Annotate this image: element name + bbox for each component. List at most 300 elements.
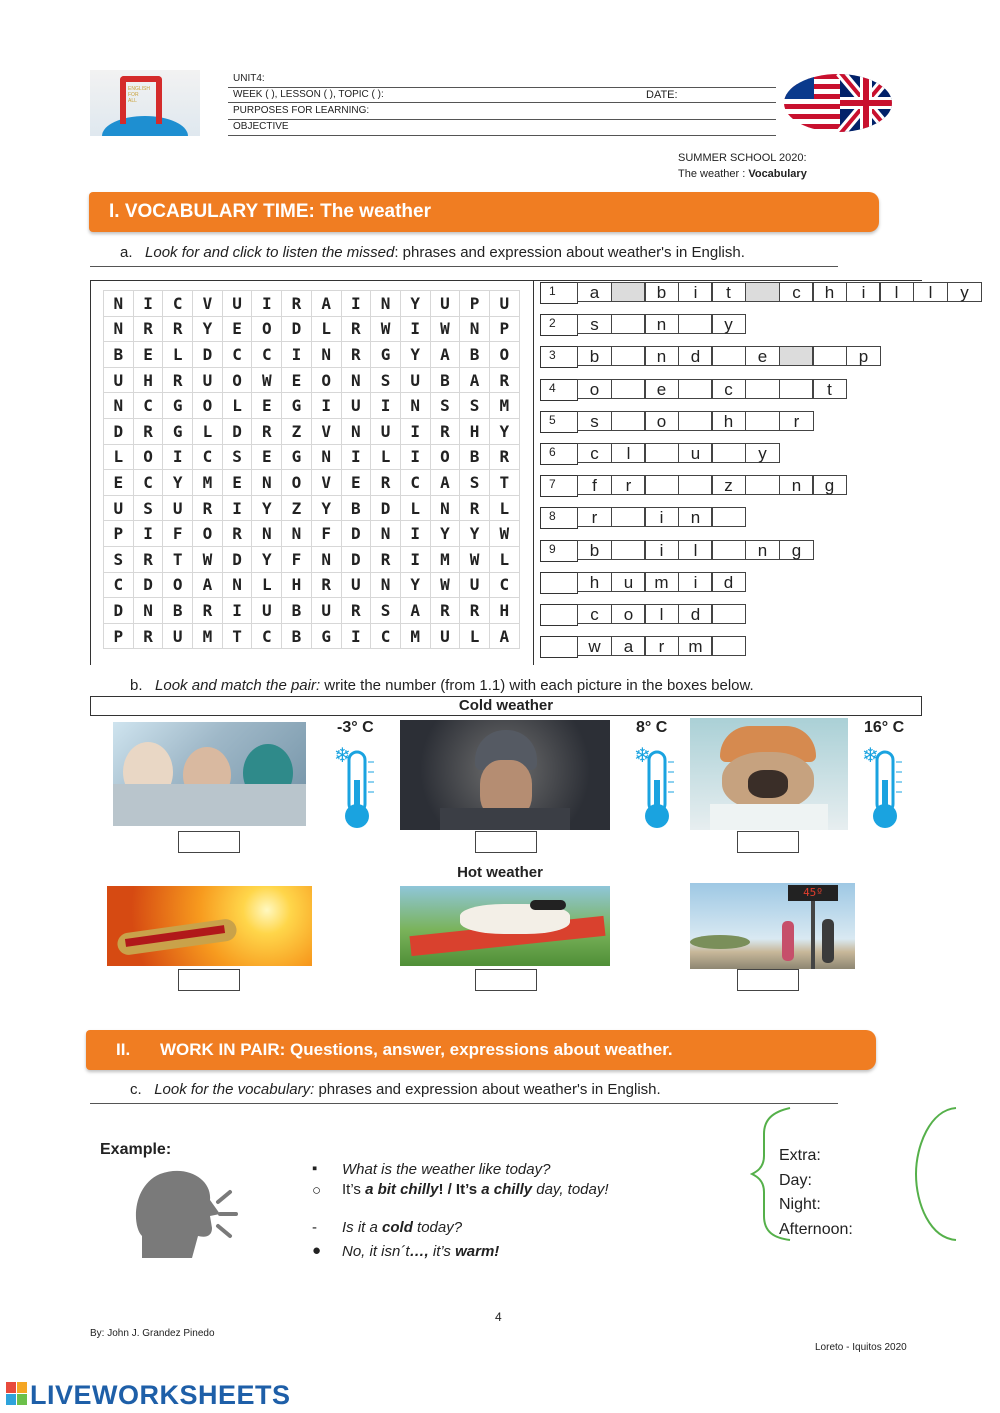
section1-banner xyxy=(89,192,879,232)
word-search-letter[interactable]: R xyxy=(163,367,193,393)
word-blank-cell[interactable] xyxy=(711,636,746,656)
word-search-letter[interactable]: Y xyxy=(400,572,430,598)
word-search-letter[interactable]: W xyxy=(371,316,401,342)
word-blank-cell[interactable] xyxy=(745,379,780,399)
word-search-letter[interactable]: Y xyxy=(252,546,282,572)
word-search-letter[interactable]: N xyxy=(222,572,252,598)
word-number: 9 xyxy=(549,542,556,556)
word-letter-cell: h xyxy=(812,282,847,302)
answer-box-hot-1[interactable] xyxy=(178,969,240,991)
word-letter-cell: l xyxy=(678,540,713,560)
example-answer-2: No, it isn´t…, it’s warm! xyxy=(342,1243,500,1260)
word-search-letter[interactable]: N xyxy=(371,521,401,547)
word-search-letter[interactable]: O xyxy=(282,470,312,496)
word-blank-cell[interactable] xyxy=(611,314,646,334)
word-search-row xyxy=(104,444,520,470)
word-search-letter[interactable]: B xyxy=(341,495,371,521)
word-search-letter[interactable]: U xyxy=(163,623,193,649)
word-blank-cell[interactable] xyxy=(745,411,780,431)
word-search-letter[interactable]: R xyxy=(430,418,460,444)
word-letter-cell: m xyxy=(644,572,679,592)
word-search-letter[interactable]: U xyxy=(104,495,134,521)
word-letter-cell: d xyxy=(711,572,746,592)
author-label: By: John J. Grandez Pinedo xyxy=(90,1328,215,1339)
word-blank-cell[interactable] xyxy=(779,379,814,399)
word-search-letter[interactable]: I xyxy=(222,495,252,521)
word-search-letter[interactable]: L xyxy=(460,623,490,649)
word-search-letter[interactable]: B xyxy=(430,367,460,393)
word-letter-cell: r xyxy=(611,475,646,495)
word-search-letter[interactable]: N xyxy=(371,572,401,598)
word-search-letter[interactable]: I xyxy=(400,546,430,572)
word-letter-cell: u xyxy=(678,443,713,463)
word-search-letter[interactable]: D xyxy=(104,598,134,624)
word-search-letter[interactable]: U xyxy=(104,367,134,393)
word-search-letter[interactable]: Y xyxy=(489,418,519,444)
word-blank-cell[interactable] xyxy=(611,411,646,431)
word-search-letter[interactable]: C xyxy=(133,393,163,419)
word-blank-cell[interactable] xyxy=(678,314,713,334)
word-search-letter[interactable]: M xyxy=(400,623,430,649)
word-search-letter[interactable]: S xyxy=(371,598,401,624)
word-search-letter[interactable]: N xyxy=(371,291,401,317)
word-search-letter[interactable]: N xyxy=(311,342,341,368)
word-search-letter[interactable]: R xyxy=(430,598,460,624)
word-search-letter[interactable]: L xyxy=(371,444,401,470)
word-search-letter[interactable]: R xyxy=(193,598,223,624)
word-blank-cell[interactable] xyxy=(644,443,679,463)
word-search-letter[interactable]: I xyxy=(341,291,371,317)
word-search-letter[interactable]: Y xyxy=(430,521,460,547)
word-letter-cell: b xyxy=(577,540,612,560)
word-search-letter[interactable]: D xyxy=(133,572,163,598)
word-search-letter[interactable]: B xyxy=(282,623,312,649)
word-search-letter[interactable]: B xyxy=(163,598,193,624)
word-search-letter[interactable]: R xyxy=(133,316,163,342)
word-blank-cell[interactable] xyxy=(611,507,646,527)
word-search-letter[interactable]: U xyxy=(163,495,193,521)
word-search-letter[interactable]: G xyxy=(163,393,193,419)
word-search-letter[interactable]: U xyxy=(341,572,371,598)
word-search-letter[interactable]: G xyxy=(163,418,193,444)
word-search-letter[interactable]: O xyxy=(489,342,519,368)
word-blank-cell[interactable] xyxy=(812,346,847,366)
word-letter-cell: n xyxy=(678,507,713,527)
word-search-letter[interactable]: R xyxy=(163,316,193,342)
word-search-letter[interactable]: U xyxy=(341,393,371,419)
word-search-letter[interactable]: C xyxy=(400,470,430,496)
night-label: Night: xyxy=(779,1196,821,1213)
word-search-letter[interactable]: Y xyxy=(311,495,341,521)
example-bullet-2: ○ xyxy=(312,1182,322,1199)
word-search-letter[interactable]: E xyxy=(341,470,371,496)
word-search-letter[interactable]: R xyxy=(133,623,163,649)
word-letter-cell: u xyxy=(611,572,646,592)
word-search-letter[interactable]: C xyxy=(371,623,401,649)
word-search-letter[interactable]: N xyxy=(252,470,282,496)
word-search-letter[interactable]: N xyxy=(282,521,312,547)
word-search-letter[interactable]: Y xyxy=(460,521,490,547)
word-search-letter[interactable]: R xyxy=(371,546,401,572)
word-search-letter[interactable]: U xyxy=(371,418,401,444)
afternoon-label: Afternoon: xyxy=(779,1220,853,1238)
word-search-letter[interactable]: U xyxy=(311,598,341,624)
word-search-letter[interactable]: N xyxy=(341,367,371,393)
word-search-letter[interactable]: R xyxy=(341,316,371,342)
word-search-letter[interactable]: D xyxy=(341,521,371,547)
word-search-letter[interactable]: C xyxy=(163,291,193,317)
word-search-letter[interactable]: R xyxy=(252,418,282,444)
word-search-letter[interactable]: A xyxy=(430,470,460,496)
word-letter-cell: l xyxy=(913,282,948,302)
word-search-letter[interactable]: I xyxy=(133,291,163,317)
example-question-2: Is it a cold today? xyxy=(342,1219,463,1236)
cold-picture-pug xyxy=(690,718,848,830)
word-search-letter[interactable]: W xyxy=(193,546,223,572)
word-search-letter[interactable]: L xyxy=(489,495,519,521)
word-search-row xyxy=(104,598,520,624)
word-search-letter[interactable]: W xyxy=(430,316,460,342)
word-search-letter[interactable]: N xyxy=(341,418,371,444)
word-search-letter[interactable]: V xyxy=(311,470,341,496)
word-search-letter[interactable]: R xyxy=(460,598,490,624)
word-search-letter[interactable]: L xyxy=(311,316,341,342)
word-search-letter[interactable]: B xyxy=(104,342,134,368)
word-search-letter[interactable]: I xyxy=(371,393,401,419)
word-search-letter[interactable]: C xyxy=(252,342,282,368)
section2-title: WORK IN PAIR: Questions, answer, expressions about weather. xyxy=(160,1040,673,1059)
word-search-letter[interactable]: R xyxy=(222,521,252,547)
word-search-letter[interactable]: P xyxy=(460,291,490,317)
word-letter-cell: l xyxy=(611,443,646,463)
word-number-box xyxy=(540,282,578,304)
word-search-letter[interactable]: U xyxy=(430,291,460,317)
word-blank-cell[interactable] xyxy=(678,411,713,431)
page-number: 4 xyxy=(495,1310,502,1324)
word-search-letter[interactable]: U xyxy=(430,623,460,649)
word-search-letter[interactable]: C xyxy=(133,470,163,496)
word-search-letter[interactable]: D xyxy=(193,342,223,368)
word-search-letter[interactable]: L xyxy=(400,495,430,521)
word-search-letter[interactable]: R xyxy=(341,598,371,624)
word-search-letter[interactable]: G xyxy=(371,342,401,368)
word-blank-cell[interactable] xyxy=(611,346,646,366)
word-search-letter[interactable]: S xyxy=(371,367,401,393)
word-search-letter[interactable]: W xyxy=(489,521,519,547)
word-search-letter[interactable]: S xyxy=(430,393,460,419)
word-blank-cell[interactable] xyxy=(745,475,780,495)
word-search-letter[interactable]: N xyxy=(104,316,134,342)
word-search-letter[interactable]: L xyxy=(193,418,223,444)
word-letter-cell: i xyxy=(678,572,713,592)
word-search-grid[interactable] xyxy=(103,290,520,649)
section2-number: II. xyxy=(116,1040,131,1059)
word-search-letter[interactable]: V xyxy=(311,418,341,444)
word-letter-cell: n xyxy=(779,475,814,495)
answer-box-cold-2[interactable] xyxy=(475,831,537,853)
word-blank-cell[interactable] xyxy=(678,379,713,399)
word-search-letter[interactable]: I xyxy=(311,393,341,419)
answer-box-hot-3[interactable] xyxy=(737,969,799,991)
word-number-box xyxy=(540,443,578,465)
word-blank-cell[interactable] xyxy=(711,346,746,366)
word-search-letter[interactable]: R xyxy=(489,367,519,393)
cold-weather-header xyxy=(90,696,922,716)
word-search-letter[interactable]: D xyxy=(222,546,252,572)
word-search-letter[interactable]: D xyxy=(282,316,312,342)
word-blank-cell[interactable] xyxy=(745,282,780,302)
word-search-letter[interactable]: W xyxy=(252,367,282,393)
word-search-letter[interactable]: F xyxy=(282,546,312,572)
word-blank-cell[interactable] xyxy=(711,507,746,527)
word-search-letter[interactable]: T xyxy=(222,623,252,649)
word-search-letter[interactable]: F xyxy=(163,521,193,547)
word-search-letter[interactable]: B xyxy=(460,342,490,368)
word-number: 5 xyxy=(549,413,556,427)
word-search-letter[interactable]: S xyxy=(460,470,490,496)
word-search-letter[interactable]: P xyxy=(104,623,134,649)
word-search-letter[interactable]: C xyxy=(222,342,252,368)
word-search-letter[interactable]: L xyxy=(163,342,193,368)
word-search-letter[interactable]: E xyxy=(222,316,252,342)
word-letter-cell: e xyxy=(745,346,780,366)
word-number: 7 xyxy=(549,477,556,491)
word-letter-cell: i xyxy=(644,507,679,527)
word-letter-cell: f xyxy=(577,475,612,495)
word-letter-cell: i xyxy=(644,540,679,560)
example-answer-1: It’s a bit chilly! / It’s a chilly day, today! xyxy=(342,1181,609,1198)
extra-notes xyxy=(779,1144,853,1242)
word-search-letter[interactable]: N xyxy=(311,444,341,470)
word-letter-cell: c xyxy=(711,379,746,399)
school-logo: ENGLISH FOR ALL xyxy=(90,70,200,136)
word-search-letter[interactable]: N xyxy=(104,393,134,419)
word-search-letter[interactable]: H xyxy=(489,598,519,624)
word-search-letter[interactable]: O xyxy=(133,444,163,470)
word-search-letter[interactable]: O xyxy=(430,444,460,470)
word-search-letter[interactable]: W xyxy=(460,546,490,572)
place-label: Loreto - Iquitos 2020 xyxy=(815,1342,907,1353)
school-label: SUMMER SCHOOL 2020: xyxy=(678,152,807,164)
hot-weather-title: Hot weather xyxy=(457,864,543,881)
word-search-letter[interactable]: R xyxy=(371,470,401,496)
answer-box-cold-1[interactable] xyxy=(178,831,240,853)
word-search-letter[interactable]: N xyxy=(133,598,163,624)
temp-label-3: 16° C xyxy=(864,719,905,736)
word-search-letter[interactable]: E xyxy=(133,342,163,368)
word-search-letter[interactable]: U xyxy=(400,367,430,393)
word-search-letter[interactable]: T xyxy=(489,470,519,496)
word-search-letter[interactable]: M xyxy=(193,623,223,649)
word-search-letter[interactable]: I xyxy=(400,444,430,470)
word-search-letter[interactable]: I xyxy=(282,342,312,368)
answer-box-hot-2[interactable] xyxy=(475,969,537,991)
word-search-letter[interactable]: Z xyxy=(282,495,312,521)
word-search-letter[interactable]: R xyxy=(282,291,312,317)
word-search-letter[interactable]: P xyxy=(489,316,519,342)
temperature-sign: 45º xyxy=(788,885,838,901)
word-blank-cell[interactable] xyxy=(711,443,746,463)
word-search-letter[interactable]: Y xyxy=(400,291,430,317)
word-search-letter[interactable]: L xyxy=(489,546,519,572)
word-search-letter[interactable]: D xyxy=(371,495,401,521)
word-search-letter[interactable]: I xyxy=(341,623,371,649)
word-search-letter[interactable]: I xyxy=(341,444,371,470)
thermometer-icon xyxy=(632,740,682,832)
word-blank-cell[interactable] xyxy=(611,379,646,399)
word-letter-cell: w xyxy=(577,636,612,656)
word-search-letter[interactable]: A xyxy=(311,291,341,317)
word-search-letter[interactable]: H xyxy=(460,418,490,444)
word-search-letter[interactable]: G xyxy=(282,393,312,419)
word-search-letter[interactable]: M xyxy=(489,393,519,419)
word-search-letter[interactable]: R xyxy=(341,342,371,368)
word-search-letter[interactable]: E xyxy=(282,367,312,393)
word-search-letter[interactable]: Y xyxy=(400,342,430,368)
week-label: WEEK ( ), LESSON ( ), TOPIC ( ): xyxy=(233,89,384,100)
word-letter-cell: d xyxy=(678,604,713,624)
word-search-letter[interactable]: A xyxy=(460,367,490,393)
word-search-row xyxy=(104,291,520,317)
word-letter-cell: n xyxy=(644,346,679,366)
word-search-letter[interactable]: A xyxy=(430,342,460,368)
word-search-letter[interactable]: C xyxy=(489,572,519,598)
word-search-letter[interactable]: Y xyxy=(163,470,193,496)
word-search-letter[interactable]: I xyxy=(222,598,252,624)
word-search-letter[interactable]: I xyxy=(163,444,193,470)
word-search-letter[interactable]: S xyxy=(133,495,163,521)
word-search-letter[interactable]: O xyxy=(311,367,341,393)
word-search-letter[interactable]: N xyxy=(104,291,134,317)
word-blank-cell[interactable] xyxy=(711,540,746,560)
word-blank-cell[interactable] xyxy=(678,475,713,495)
word-blank-cell[interactable] xyxy=(611,540,646,560)
svg-text:❄: ❄ xyxy=(862,743,879,767)
word-search-letter[interactable]: O xyxy=(193,521,223,547)
example-label: Example: xyxy=(100,1141,172,1158)
word-search-letter[interactable]: R xyxy=(311,572,341,598)
word-blank-cell[interactable] xyxy=(644,475,679,495)
cold-picture-friends xyxy=(113,722,306,826)
word-letter-cell: t xyxy=(711,282,746,302)
word-blank-cell[interactable] xyxy=(779,346,814,366)
word-letter-cell: a xyxy=(577,282,612,302)
word-letter-cell: y xyxy=(711,314,746,334)
word-search-letter[interactable]: R xyxy=(133,546,163,572)
word-search-letter[interactable]: N xyxy=(252,521,282,547)
word-blank-cell[interactable] xyxy=(711,604,746,624)
word-search-letter[interactable]: B xyxy=(282,598,312,624)
word-search-letter[interactable]: C xyxy=(252,623,282,649)
word-search-letter[interactable]: G xyxy=(311,623,341,649)
word-search-letter[interactable]: T xyxy=(163,546,193,572)
word-search-letter[interactable]: R xyxy=(133,418,163,444)
word-search-letter[interactable]: S xyxy=(460,393,490,419)
word-search-letter[interactable]: S xyxy=(104,546,134,572)
word-search-letter[interactable]: G xyxy=(282,444,312,470)
word-search-letter[interactable]: R xyxy=(193,495,223,521)
word-search-letter[interactable]: U xyxy=(252,598,282,624)
word-search-letter[interactable]: O xyxy=(163,572,193,598)
word-letter-cell: r xyxy=(577,507,612,527)
word-search-letter[interactable]: M xyxy=(193,470,223,496)
word-letter-cell: r xyxy=(779,411,814,431)
word-search-letter[interactable]: E xyxy=(252,444,282,470)
word-search-letter[interactable]: C xyxy=(193,444,223,470)
word-search-letter[interactable]: I xyxy=(400,521,430,547)
word-search-letter[interactable]: O xyxy=(222,367,252,393)
word-search-letter[interactable]: Z xyxy=(282,418,312,444)
word-blank-cell[interactable] xyxy=(611,282,646,302)
word-search-letter[interactable]: A xyxy=(489,623,519,649)
svg-text:❄: ❄ xyxy=(634,743,651,767)
liveworksheets-brand: LIVEWORKSHEETS xyxy=(30,1380,291,1410)
word-search-letter[interactable]: L xyxy=(252,572,282,598)
word-search-row xyxy=(104,342,520,368)
word-search-letter[interactable]: V xyxy=(193,291,223,317)
word-search-letter[interactable]: A xyxy=(400,598,430,624)
answer-box-cold-3[interactable] xyxy=(737,831,799,853)
word-search-letter[interactable]: R xyxy=(460,495,490,521)
word-search-letter[interactable]: I xyxy=(400,316,430,342)
word-search-letter[interactable]: R xyxy=(489,444,519,470)
word-search-letter[interactable]: L xyxy=(104,444,134,470)
word-search-letter[interactable]: C xyxy=(104,572,134,598)
word-search-letter[interactable]: N xyxy=(400,393,430,419)
word-search-letter[interactable]: I xyxy=(133,521,163,547)
word-search-letter[interactable]: L xyxy=(222,393,252,419)
word-search-letter[interactable]: M xyxy=(430,546,460,572)
word-search-letter[interactable]: A xyxy=(193,572,223,598)
word-search-letter[interactable]: I xyxy=(400,418,430,444)
word-search-letter[interactable]: O xyxy=(252,316,282,342)
word-letter-cell: s xyxy=(577,314,612,334)
word-search-letter[interactable]: E xyxy=(222,470,252,496)
word-search-letter[interactable]: Y xyxy=(252,495,282,521)
word-letter-cell: a xyxy=(611,636,646,656)
word-search-letter[interactable]: F xyxy=(311,521,341,547)
word-search-letter[interactable]: U xyxy=(460,572,490,598)
word-search-letter[interactable]: D xyxy=(341,546,371,572)
word-search-letter[interactable]: S xyxy=(222,444,252,470)
word-search-letter[interactable]: D xyxy=(222,418,252,444)
word-search-letter[interactable]: B xyxy=(460,444,490,470)
word-search-letter[interactable]: E xyxy=(104,470,134,496)
word-search-letter[interactable]: D xyxy=(104,418,134,444)
thermometer-icon xyxy=(860,740,910,832)
temp-label-2: 8° C xyxy=(636,719,668,736)
word-search-letter[interactable]: O xyxy=(193,393,223,419)
word-search-letter[interactable]: Y xyxy=(193,316,223,342)
word-search-letter[interactable]: N xyxy=(460,316,490,342)
word-search-letter[interactable]: P xyxy=(104,521,134,547)
word-search-letter[interactable]: H xyxy=(282,572,312,598)
speaking-head-icon xyxy=(130,1166,245,1260)
word-search-letter[interactable]: N xyxy=(311,546,341,572)
word-search-letter[interactable]: I xyxy=(252,291,282,317)
word-search-letter[interactable]: W xyxy=(430,572,460,598)
word-number-box xyxy=(540,604,578,626)
word-search-letter[interactable]: N xyxy=(430,495,460,521)
word-search-letter[interactable]: U xyxy=(222,291,252,317)
word-search-letter[interactable]: E xyxy=(252,393,282,419)
word-search-letter[interactable]: U xyxy=(489,291,519,317)
word-letter-cell: g xyxy=(779,540,814,560)
word-letter-cell: c xyxy=(779,282,814,302)
word-search-letter[interactable]: U xyxy=(193,367,223,393)
word-search-letter[interactable]: H xyxy=(133,367,163,393)
word-search-row xyxy=(104,495,520,521)
